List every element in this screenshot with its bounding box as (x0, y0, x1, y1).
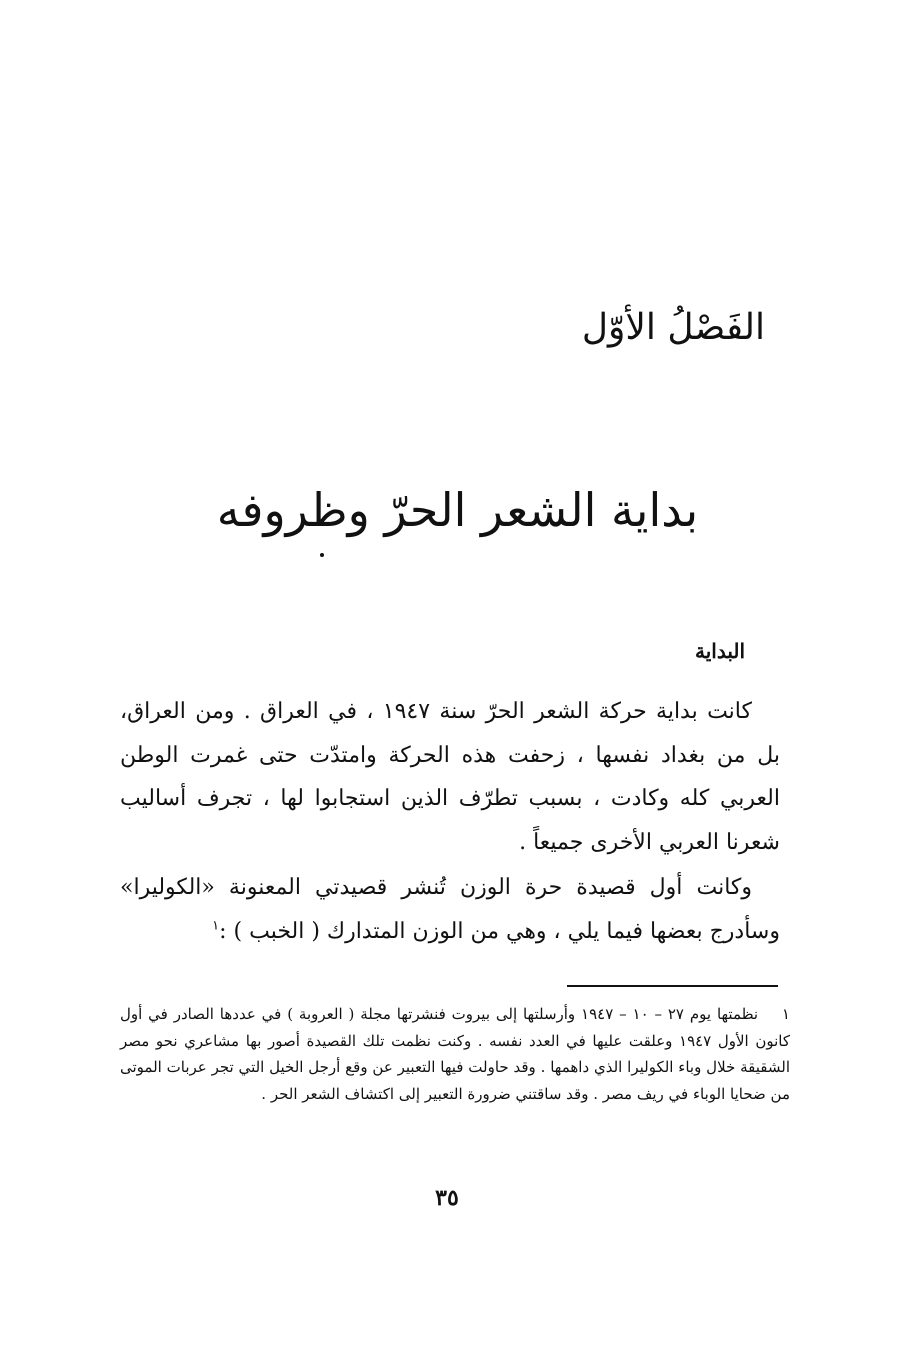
footnote (120, 1001, 790, 1107)
page-number: ٣٥ (435, 1185, 459, 1211)
paragraph-2-text: وكانت أول قصيدة حرة الوزن تُنشر قصيدتي المعنونة «الكوليرا» وسأدرج بعضها فيما يلي ، وهي من الوزن المتدارك ( الخبب ) : (120, 875, 780, 944)
section-heading: البداية (694, 639, 745, 663)
footnote-number: ١ (781, 1005, 790, 1023)
decorative-dot (320, 553, 324, 557)
chapter-label: الفَصْلُ الأوّل (581, 307, 765, 348)
footnote-reference[interactable]: ١ (212, 918, 220, 934)
chapter-title: بداية الشعر الحرّ وظروفه (216, 483, 699, 537)
paragraph-1 (120, 690, 780, 864)
paragraph-1-text: كانت بداية حركة الشعر الحرّ سنة ١٩٤٧ ، في العراق . ومن العراق، بل من بغداد نفسها ، زحفت هذه الحركة وامتدّت حتى غمرت الوطن العربي كله وكادت ، بسبب تطرّف الذين استجابوا لها ، تجرف أساليب شعرنا العربي الأخرى جميعاً . (120, 699, 780, 855)
footnote-divider (567, 985, 778, 987)
paragraph-2 (120, 866, 780, 953)
footnote-text: نظمتها يوم ٢٧ – ١٠ – ١٩٤٧ وأرسلتها إلى بيروت فنشرتها مجلة ( العروبة ) في عددها الصادر في أول كانون الأول ١٩٤٧ وعلقت عليها في العدد نفسه . وكنت نظمت تلك القصيدة أصور بها مشاعري نحو مصر الشقيقة خلال وباء الكوليرا الذي داهمها . وقد حاولت فيها التعبير عن وقع أرجل الخيل التي تجر عربات الموتى من ضحايا الوباء في ريف مصر . وقد ساقتني ضرورة التعبير إلى اكتشاف الشعر الحر . (120, 1005, 790, 1103)
